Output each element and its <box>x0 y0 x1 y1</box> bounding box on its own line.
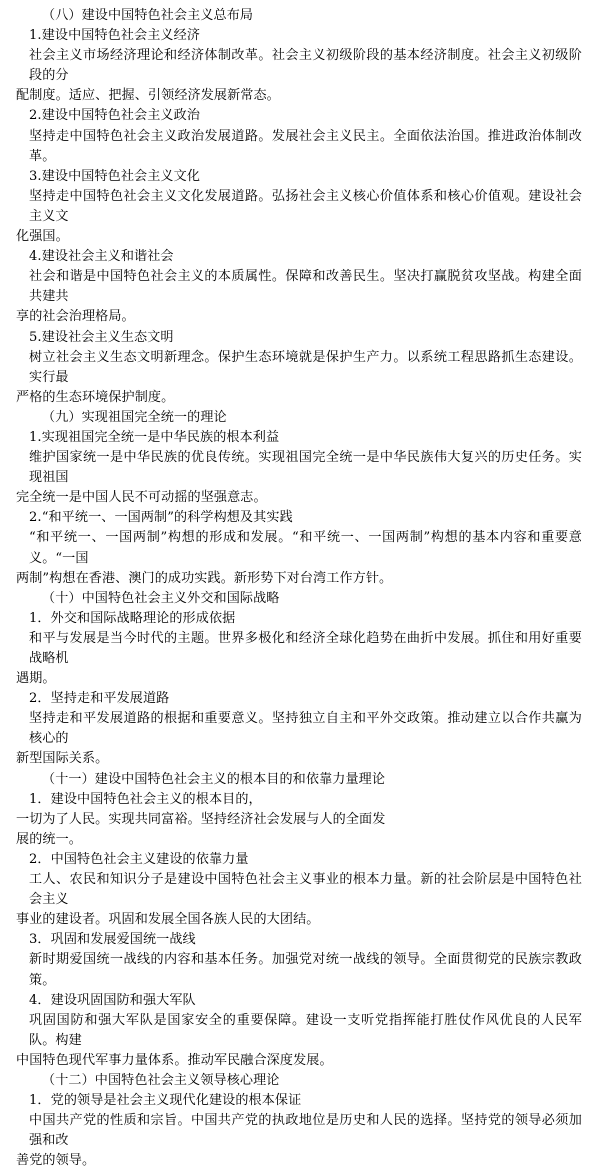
document-line: 社会主义市场经济理论和经济体制改革。社会主义初级阶段的基本经济制度。社会主义初级阶段的分 <box>29 48 582 84</box>
document-line: 善党的领导。 <box>16 1153 96 1169</box>
document-line: 社会和谐是中国特色社会主义的本质属性。保障和改善民生。坚决打赢脱贫攻坚战。构建全面共建共 <box>29 269 582 305</box>
document-line: （八）建设中国特色社会主义总布局 <box>42 8 254 23</box>
document-line: 1.实现祖国完全统一是中华民族的根本利益 <box>29 429 280 445</box>
document-line: 树立社会主义生态文明新理念。保护生态环境就是保护生产力。以系统工程思路抓生态建设。实行最 <box>29 349 582 385</box>
document-line: 1．党的领导是社会主义现代化建设的根本保证 <box>29 1093 302 1109</box>
document-line: 严格的生态环境保护制度。 <box>16 389 175 405</box>
document-line: （十二）中国特色社会主义领导核心理论 <box>42 1072 280 1088</box>
document-line: 4．建设巩固国防和强大军队 <box>29 992 196 1008</box>
document-line: 事业的建设者。巩固和发展全国各族人民的大团结。 <box>16 912 320 928</box>
document-line: 享的社会治理格局。 <box>16 309 135 325</box>
document-line: 完全统一是中国人民不可动摇的坚强意志。 <box>16 490 267 506</box>
document-line: 4.建设社会主义和谐社会 <box>29 249 174 265</box>
document-line: 1.建设中国特色社会主义经济 <box>29 28 201 44</box>
document-line: 1．外交和国际战略理论的形成依据 <box>29 610 236 626</box>
document-line: 2．坚持走和平发展道路 <box>29 691 170 707</box>
document-line: 新时期爱国统一战线的内容和基本任务。加强党对统一战线的领导。全面贯彻党的民族宗教政策。 <box>29 952 582 988</box>
document-line: 坚持走中国特色社会主义政治发展道路。发展社会主义民主。全面依法治国。推进政治体制改革。 <box>29 128 582 164</box>
document-line: 和平与发展是当今时代的主题。世界多极化和经济全球化趋势在曲折中发展。抓住和用好重要战略机 <box>29 630 582 666</box>
document-line: （十）中国特色社会主义外交和国际战略 <box>42 590 280 606</box>
document-line: “和平统一、一国两制”构想的形成和发展。“和平统一、一国两制”构想的基本内容和重要意义。“一国 <box>29 530 582 566</box>
document-line: 坚持走中国特色社会主义文化发展道路。弘扬社会主义核心价值体系和核心价值观。建设社会主义文 <box>29 188 582 224</box>
document-line: 3.建设中国特色社会主义文化 <box>29 168 201 184</box>
document-line: 工人、农民和知识分子是建设中国特色社会主义事业的根本力量。新的社会阶层是中国特色社会主义 <box>29 872 582 908</box>
document-line: 维护国家统一是中华民族的优良传统。实现祖国完全统一是中华民族伟大复兴的历史任务。实现祖国 <box>29 450 582 486</box>
document-line: 两制”构想在香港、澳门的成功实践。新形势下对台湾工作方针。 <box>16 570 393 586</box>
document-line: 5.建设社会主义生态文明 <box>29 329 174 345</box>
document-line: 中国特色现代军事力量体系。推动军民融合深度发展。 <box>16 1052 333 1068</box>
document-line: 2.“和平统一、一国两制”的科学构想及其实践 <box>29 510 293 526</box>
document-line: 1．建设中国特色社会主义的根本目的， <box>29 791 262 807</box>
document-line: 坚持走和平发展道路的根据和重要意义。坚持独立自主和平外交政策。推动建立以合作共赢为核心的 <box>29 711 582 747</box>
document-line: （九）实现祖国完全统一的理论 <box>42 409 227 425</box>
document-line: 2．中国特色社会主义建设的依靠力量 <box>29 851 249 867</box>
document-line: 展的统一。 <box>16 831 82 847</box>
document-line: 巩固国防和强大军队是国家安全的重要保障。建设一支听党指挥能打胜仗作风优良的人民军队。构建 <box>29 1012 582 1048</box>
document-line: 一切为了人民。实现共同富裕。坚持经济社会发展与人的全面发 <box>16 811 386 827</box>
document-line: 中国共产党的性质和宗旨。中国共产党的执政地位是历史和人民的选择。坚持党的领导必须加强和改 <box>29 1113 582 1149</box>
document-line: 化强国。 <box>16 229 69 245</box>
document-line: 配制度。适应、把握、引领经济发展新常态。 <box>16 88 280 104</box>
document-line: （十一）建设中国特色社会主义的根本目的和依靠力量理论 <box>42 771 386 787</box>
document-line: 新型国际关系。 <box>16 751 109 767</box>
document-line: 遇期。 <box>16 671 56 687</box>
document-line: 3．巩固和发展爱国统一战线 <box>29 932 196 948</box>
document-line: 2.建设中国特色社会主义政治 <box>29 108 201 124</box>
